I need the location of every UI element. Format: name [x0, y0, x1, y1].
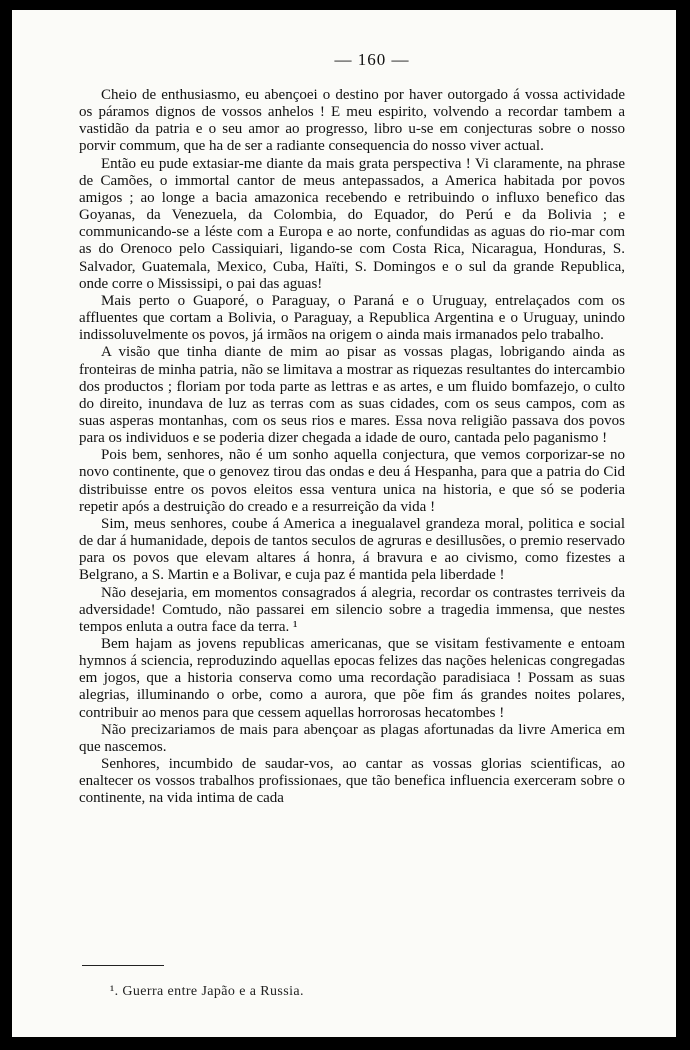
paragraph-3: Mais perto o Guaporé, o Paraguay, o Paraná e o Uruguay, entrelaçados com os affluentes que cortam a Bolivia, o Paraguay, a Republica Argentina e o Uruguay, unindo indissoluvelmente os povos, já irmãos na origem o ainda mais irmanados pelo trabalho. — [79, 292, 625, 344]
paragraph-4: A visão que tinha diante de mim ao pisar as vossas plagas, lobrigando ainda as fronteiras de minha patria, não se limitava a mostrar as riquezas resultantes do intercambio dos productos ; floriam por toda parte as lettras e as artes, e um fluido bomfazejo, o culto do direito, inundava de luz as terras com as suas cidades, com os seus campos, com as suas asperas montanhas, com os seus rios e mares. Essa nova religião passava dos povos para os individuos e se poderia dizer chegada a idade de ouro, cantada pelo paganismo ! — [79, 344, 625, 447]
text-block — [79, 49, 625, 808]
paragraph-10: Senhores, incumbido de saudar-vos, ao cantar as vossas glorias scientificas, ao enaltecer os vossos trabalhos profissionaes, que tão benefica influencia exerceram sobre o continente, na vida intima de cada — [79, 756, 625, 807]
paragraph-1: Cheio de enthusiasmo, eu abençoei o destino por haver outorgado á vossa actividade os páramos dignos de vossos anhelos ! E meu espirito, volvendo a recordar tambem a vastidão da patria e o seu amor ao progresso, libro u-se em conjecturas sobre o nosso porvir commum, que ha de ser a radiante consequencia do nosso viver actual. — [79, 87, 625, 155]
paragraph-2: Então eu pude extasiar-me diante da mais grata perspectiva ! Vi claramente, na phrase de Camões, o immortal cantor de meus antepassados, a America habitada por povos amigos ; ao longe a bacia amazonica recebendo e retribuindo o influxo benefico das Goyanas, da Venezuela, da Colombia, do Equador, do Perú e da Bolivia ; e communicando-se a léste com a Europa e ao norte, confundidas as aguas do rio-mar com as do Orenoco pelo Cassiquiari, ligando-se com Costa Rica, Nicaragua, Honduras, S. Salvador, Guatemala, Mexico, Cuba, Haïti, S. Domingos e o sul da grande Republica, onde corre o Mississipi, o pai das aguas! — [79, 155, 625, 292]
paragraph-9: Não precizariamos de mais para abençoar as plagas afortunadas da livre America em que nascemos. — [79, 721, 625, 755]
footnote-rule — [82, 965, 164, 966]
paragraph-5: Pois bem, senhores, não é um sonho aquella conjectura, que vemos corporizar-se no novo continente, que o genovez tirou das ondas e deu á Hespanha, para que a patria do Cid distribuisse entre os povos eleitos essa ventura unica na historia, e que só se poderia repetir após a destruição do creado e a resurreição da vida ! — [79, 447, 625, 515]
paragraph-7: Não desejaria, em momentos consagrados á alegria, recordar os contrastes terriveis da adversidade! Comtudo, não passarei em silencio sobre a tragedia immensa, que nestes tempos enluta a outra face da terra. ¹ — [79, 584, 625, 635]
footnote: ¹. Guerra entre Japão e a Russia. — [110, 984, 304, 999]
paragraph-6: Sim, meus senhores, coube á America a inegualavel grandeza moral, politica e social de dar á humanidade, depois de tantos seculos de agruras e desillusões, o premio reservado para os povos que elevam altares á honra, á bravura e ao civismo, como fizestes a Belgrano, a S. Martin e a Bolivar, e cuja paz é mantida pela liberdade ! — [79, 515, 625, 584]
body-text — [79, 87, 625, 808]
page-number: — 160 — — [334, 50, 410, 69]
paragraph-8: Bem hajam as jovens republicas americanas, que se visitam festivamente e entoam hymnos á sciencia, reproduzindo aquellas epocas felizes das nações helenicas congregadas em jogos, que a historia conserva como uma recordação paradisiaca ! Possam as suas alegrias, illuminando o orbe, como a aurora, que põe fim ás grandes noites polares, contribuir ao menos para que cessem aquellas horrorosas hecatombes ! — [79, 636, 625, 721]
document-page — [12, 10, 676, 1037]
